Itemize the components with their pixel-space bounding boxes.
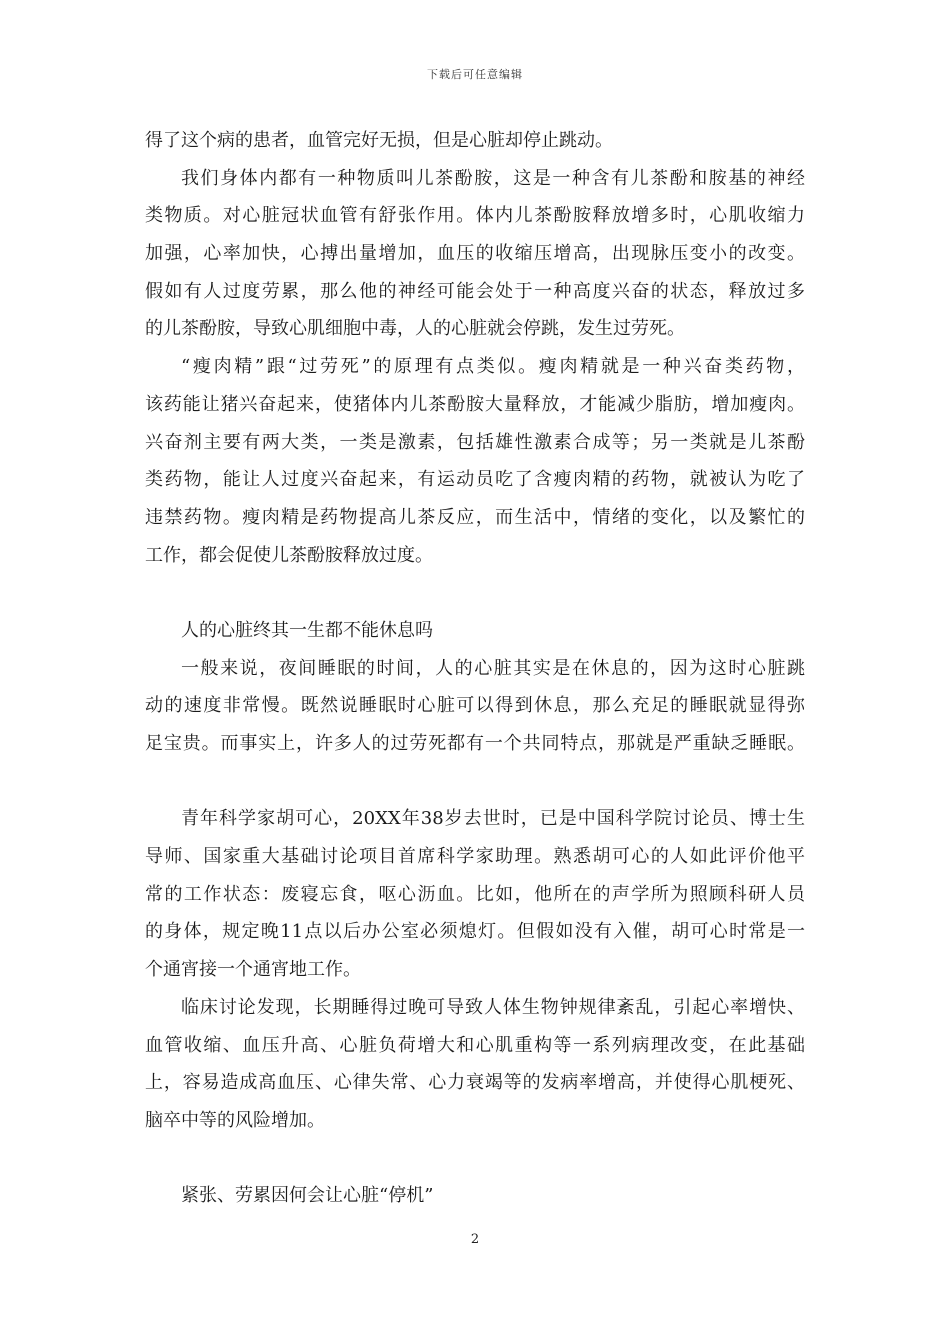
section-heading: 人的心脏终其一生都不能休息吗 xyxy=(181,619,433,641)
paragraph-line: 加强，心率加快，心搏出量增加，血压的收缩压增高，出现脉压变小的改变。 xyxy=(145,243,805,265)
paragraph-line: 青年科学家胡可心，20XX年38岁去世时，已是中国科学院讨论员、博士生 xyxy=(181,808,805,830)
paragraph-line: 的身体，规定晚11点以后办公室必须熄灯。但假如没有入催，胡可心时常是一 xyxy=(145,921,805,943)
paragraph-line: 的儿茶酚胺，导致心肌细胞中毒，人的心脏就会停跳，发生过劳死。 xyxy=(145,318,685,340)
paragraph-line: 个通宵接一个通宵地工作。 xyxy=(145,959,361,981)
section-heading: 紧张、劳累因何会让心脏“停机” xyxy=(181,1185,434,1207)
page-number: 2 xyxy=(470,1232,480,1247)
blank-line xyxy=(145,1140,805,1178)
paragraph-line: 我们身体内都有一种物质叫儿茶酚胺，这是一种含有儿茶酚和胺基的神经 xyxy=(181,167,805,189)
blank-line xyxy=(145,574,805,612)
paragraph-line: 常的工作状态：废寝忘食，呕心沥血。比如，他所在的声学所为照顾科研人员 xyxy=(145,883,805,905)
page-header-note: 下载后可任意编辑 xyxy=(427,68,523,81)
paragraph-line: 动的速度非常慢。既然说睡眠时心脏可以得到休息，那么充足的睡眠就显得弥 xyxy=(145,695,805,717)
paragraph-line: 一般来说，夜间睡眠的时间，人的心脏其实是在休息的，因为这时心脏跳 xyxy=(181,657,805,679)
document-body xyxy=(145,122,805,1215)
paragraph-line: 血管收缩、血压升高、心脏负荷增大和心肌重构等一系列病理改变，在此基础 xyxy=(145,1034,805,1056)
paragraph-line: 类物质。对心脏冠状血管有舒张作用。体内儿茶酚胺释放增多时，心肌收缩力 xyxy=(145,205,805,227)
paragraph-line: 违禁药物。瘦肉精是药物提高儿茶反应，而生活中，情绪的变化，以及繁忙的 xyxy=(145,506,805,528)
paragraph-line: 得了这个病的患者，血管完好无损，但是心脏却停止跳动。 xyxy=(145,130,613,151)
paragraph-line: 兴奋剂主要有两大类，一类是激素，包括雄性激素合成等；另一类就是儿茶酚 xyxy=(145,431,805,453)
blank-line xyxy=(145,763,805,801)
paragraph-line: 临床讨论发现，长期睡得过晚可导致人体生物钟规律紊乱，引起心率增快、 xyxy=(181,996,805,1018)
paragraph-line: 足宝贵。而事实上，许多人的过劳死都有一个共同特点，那就是严重缺乏睡眠。 xyxy=(145,733,805,754)
paragraph-line: 上，容易造成高血压、心律失常、心力衰竭等的发病率增高，并使得心肌梗死、 xyxy=(145,1072,805,1094)
paragraph-line: 脑卒中等的风险增加。 xyxy=(145,1109,325,1131)
paragraph-line: 工作，都会促使儿茶酚胺释放过度。 xyxy=(145,544,433,566)
paragraph-line: 该药能让猪兴奋起来，使猪体内儿茶酚胺大量释放，才能减少脂肪，增加瘦肉。 xyxy=(145,393,805,415)
paragraph-line: “瘦肉精”跟“过劳死”的原理有点类似。瘦肉精就是一种兴奋类药物， xyxy=(181,356,805,378)
paragraph-line: 假如有人过度劳累，那么他的神经可能会处于一种高度兴奋的状态，释放过多 xyxy=(145,280,805,302)
paragraph-line: 导师、国家重大基础讨论项目首席科学家助理。熟悉胡可心的人如此评价他平 xyxy=(145,846,805,868)
paragraph-line: 类药物，能让人过度兴奋起来，有运动员吃了含瘦肉精的药物，就被认为吃了 xyxy=(145,469,805,491)
